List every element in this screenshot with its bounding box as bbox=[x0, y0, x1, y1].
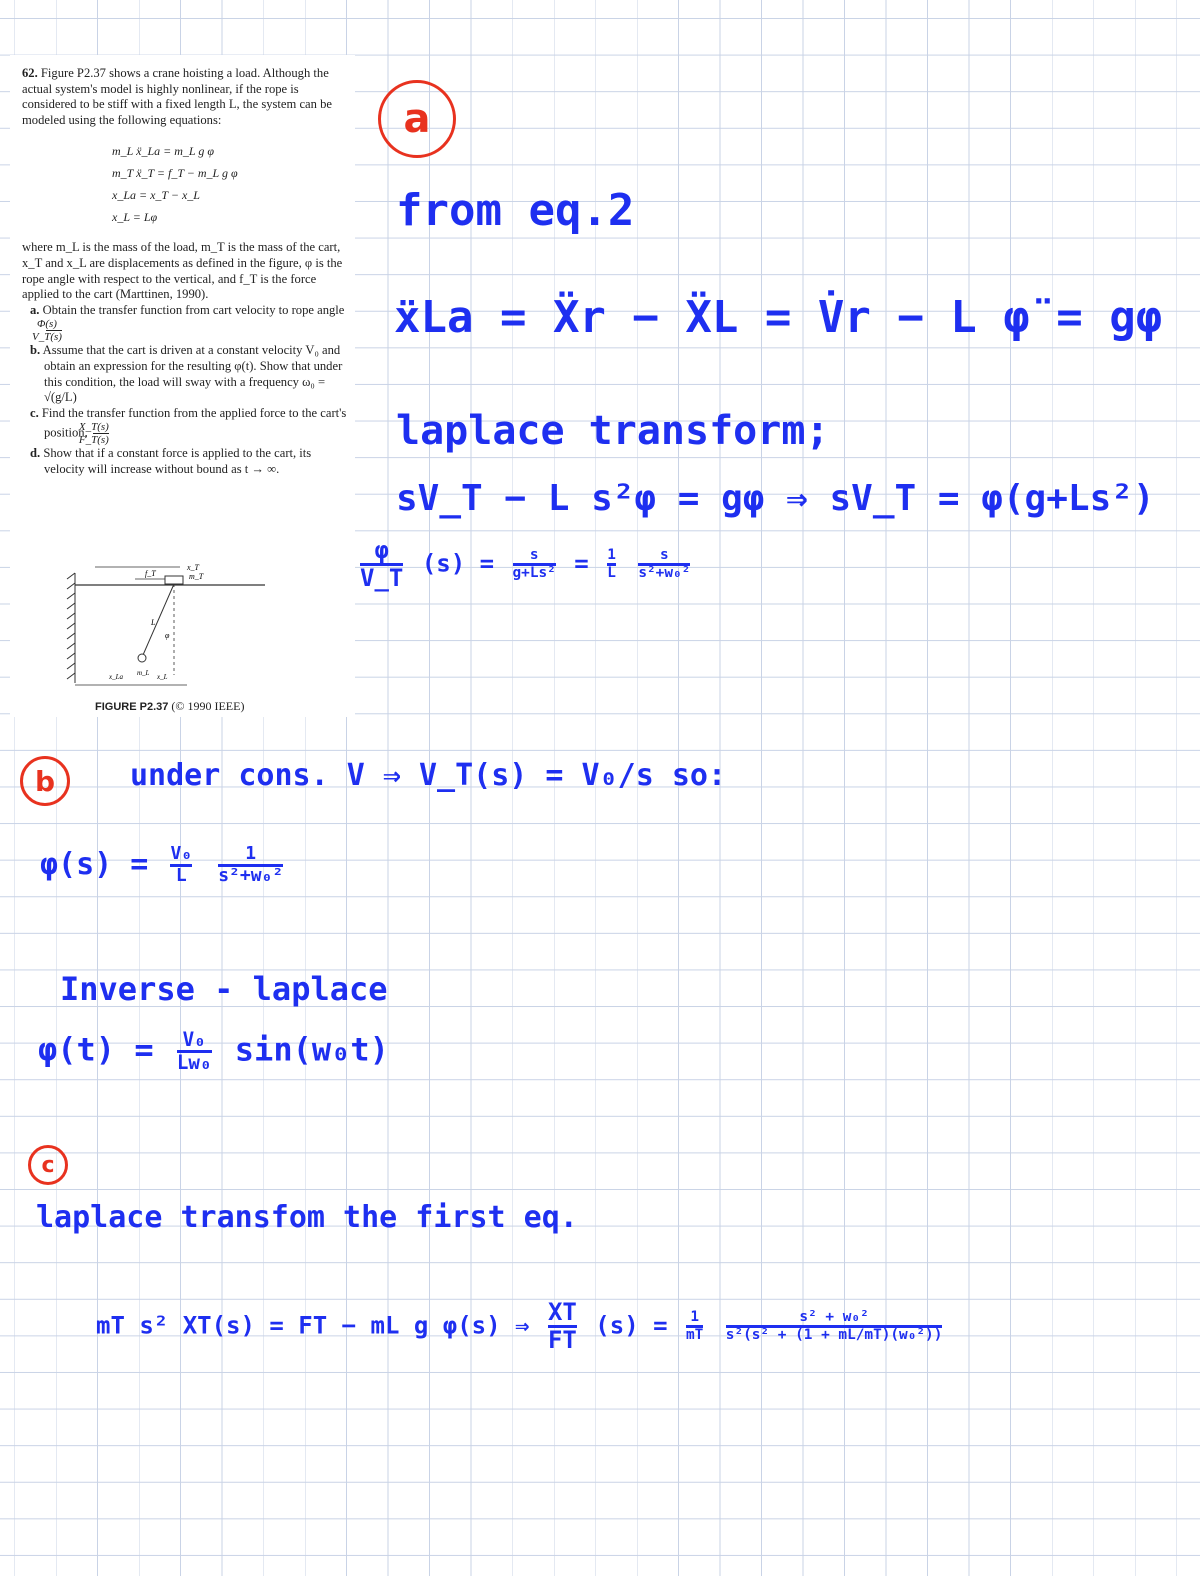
figure-caption-label: FIGURE P2.37 bbox=[95, 701, 169, 713]
label-phi: φ bbox=[165, 631, 170, 640]
label-xT: x_T bbox=[187, 563, 199, 572]
part-a bbox=[22, 303, 348, 344]
textbook-panel bbox=[10, 55, 355, 717]
b-phi-t bbox=[38, 1030, 389, 1073]
c-frac-one-den: mT bbox=[686, 1327, 704, 1344]
a-transfer-function bbox=[356, 538, 694, 591]
a-tf-s: (s) = bbox=[421, 549, 495, 578]
figure-caption bbox=[95, 699, 244, 714]
label-fT: f_T bbox=[145, 569, 156, 578]
a-line2: ẍLa = Ẍr − ẌL = V̇r − L φ̈ = gφ bbox=[394, 292, 1163, 343]
load-mass bbox=[138, 654, 146, 662]
equation-2: m_T ẍ_T = f_T − m_L g φ bbox=[112, 166, 238, 181]
a-tf-mid-den: g+Ls² bbox=[512, 565, 556, 582]
equation-3: x_La = x_T − x_L bbox=[112, 188, 200, 203]
part-c bbox=[22, 406, 348, 447]
marker-c-text: c bbox=[41, 1152, 55, 1178]
equation-1: m_L ẍ_La = m_L g φ bbox=[112, 144, 214, 159]
b-phi-s-label: φ(s) = bbox=[40, 846, 149, 882]
a-tf-one-num: 1 bbox=[607, 547, 616, 564]
part-b-label: b. bbox=[30, 343, 41, 358]
part-a-frac-num: Φ(s) bbox=[36, 318, 57, 331]
marker-b-text: b bbox=[34, 764, 56, 798]
b-phi-s bbox=[40, 845, 287, 886]
a-line4: sV_T − L s²φ = gφ ⇒ sV_T = φ(g+Ls²) bbox=[396, 478, 1155, 519]
a-tf-right bbox=[638, 548, 690, 581]
a-tf-eq: = bbox=[574, 549, 589, 578]
c-frac-big-den: s²(s² + (1 + mL/mT)(w₀²)) bbox=[725, 1327, 943, 1344]
c-tf bbox=[548, 1300, 577, 1353]
marker-c bbox=[28, 1145, 68, 1185]
marker-a bbox=[378, 80, 456, 158]
equation-4: x_L = Lφ bbox=[112, 210, 158, 225]
c-line2 bbox=[96, 1300, 946, 1353]
c-tf-s: (s) = bbox=[595, 1311, 668, 1340]
part-c-fraction bbox=[78, 421, 109, 447]
a-line1: from eq.2 bbox=[396, 185, 635, 236]
b-frac1-den: L bbox=[170, 864, 192, 886]
figure-caption-credit: (© 1990 IEEE) bbox=[171, 699, 245, 713]
part-a-fraction bbox=[32, 318, 62, 344]
part-c-label: c. bbox=[30, 405, 39, 420]
label-xL: x_L bbox=[157, 673, 168, 681]
marker-b bbox=[20, 756, 70, 806]
problem-number: 62. bbox=[22, 66, 38, 80]
c-frac-one bbox=[686, 1310, 703, 1343]
a-tf-right-den: s²+w₀² bbox=[638, 565, 691, 582]
b-frac3-den: Lw₀ bbox=[176, 1051, 212, 1075]
part-d-text: Show that if a constant force is applied to the cart, its velocity will increase without bound as t → ∞. bbox=[43, 446, 312, 476]
b-frac1-num: V₀ bbox=[170, 843, 193, 864]
a-tf-mid bbox=[513, 548, 556, 581]
label-xLa: x_La bbox=[109, 673, 123, 681]
equation-block bbox=[112, 140, 348, 228]
part-a-frac-den: V_T(s) bbox=[32, 331, 62, 344]
part-a-label: a. bbox=[30, 302, 40, 317]
a-tf-left bbox=[360, 538, 403, 591]
b-phi-t-label: φ(t) = bbox=[38, 1030, 154, 1069]
b-line1: under cons. V ⇒ V_T(s) = V₀/s so: bbox=[130, 758, 727, 793]
problem-intro-text: Figure P2.37 shows a crane hoisting a load. Although the actual system's model is highly nonlinear, if the rope is considered to be stiff with a fixed length L, the system can be modeled using the following equations: bbox=[22, 66, 332, 127]
part-c-frac-num: X_T(s) bbox=[78, 421, 109, 434]
problem-intro bbox=[22, 66, 348, 128]
c-frac-big-num: s² + w₀² bbox=[799, 1309, 869, 1326]
part-c-text: Find the transfer function from the applied force to the cart's position, bbox=[41, 405, 347, 440]
cart-block bbox=[165, 576, 183, 584]
b-inverse: Inverse - laplace bbox=[60, 970, 388, 1008]
b-sin: sin(w₀t) bbox=[234, 1030, 389, 1069]
where-text: where m_L is the mass of the load, m_T is the mass of the cart, x_T and x_L are displacements as defined in the figure, φ is the rope angle with respect to the vertical, and f_T is the force applied to the cart (Marttinen, 1990). bbox=[22, 240, 343, 302]
c-tf-num: XT bbox=[547, 1298, 577, 1326]
part-d-label: d. bbox=[30, 446, 41, 461]
a-tf-mid-num: s bbox=[529, 547, 539, 564]
a-line3: laplace transform; bbox=[396, 408, 830, 454]
part-c-frac-den: F_T(s) bbox=[78, 434, 109, 447]
b-frac1 bbox=[170, 845, 192, 886]
label-mL: m_L bbox=[137, 669, 150, 677]
a-tf-left-den: V_T bbox=[360, 564, 404, 593]
c-tf-den: FT bbox=[547, 1326, 577, 1355]
a-tf-right-num: s bbox=[659, 547, 669, 564]
c-frac-one-num: 1 bbox=[690, 1309, 699, 1326]
b-frac2 bbox=[218, 845, 283, 886]
part-d bbox=[22, 446, 348, 477]
a-tf-one bbox=[607, 548, 616, 581]
rope-line bbox=[143, 584, 174, 655]
part-b bbox=[22, 343, 348, 405]
b-frac2-den: s²+w₀² bbox=[218, 864, 284, 886]
c-frac-big bbox=[726, 1310, 943, 1343]
crane-figure bbox=[65, 563, 275, 693]
label-L: L bbox=[151, 618, 156, 627]
b-frac3 bbox=[177, 1030, 212, 1073]
label-mT: m_T bbox=[189, 572, 204, 581]
c-line1: laplace transfom the first eq. bbox=[36, 1200, 578, 1235]
wall-hatch bbox=[67, 573, 75, 683]
b-frac3-num: V₀ bbox=[182, 1028, 206, 1051]
part-a-text: Obtain the transfer function from cart velocity to rope angle bbox=[42, 302, 345, 317]
marker-a-text: a bbox=[403, 96, 431, 142]
a-tf-one-den: L bbox=[607, 565, 616, 582]
problem-text bbox=[22, 66, 348, 478]
c-eq-left: mT s² XT(s) = FT − mL g φ(s) ⇒ bbox=[96, 1311, 530, 1340]
part-b-text: Assume that the cart is driven at a constant velocity V₀ and obtain an expression for the resulting φ(t). Show that under this condition, the load will sway with a frequency ω₀ = √(g/L) bbox=[42, 343, 343, 405]
a-tf-left-num: φ bbox=[374, 536, 389, 564]
b-frac2-num: 1 bbox=[245, 843, 257, 864]
